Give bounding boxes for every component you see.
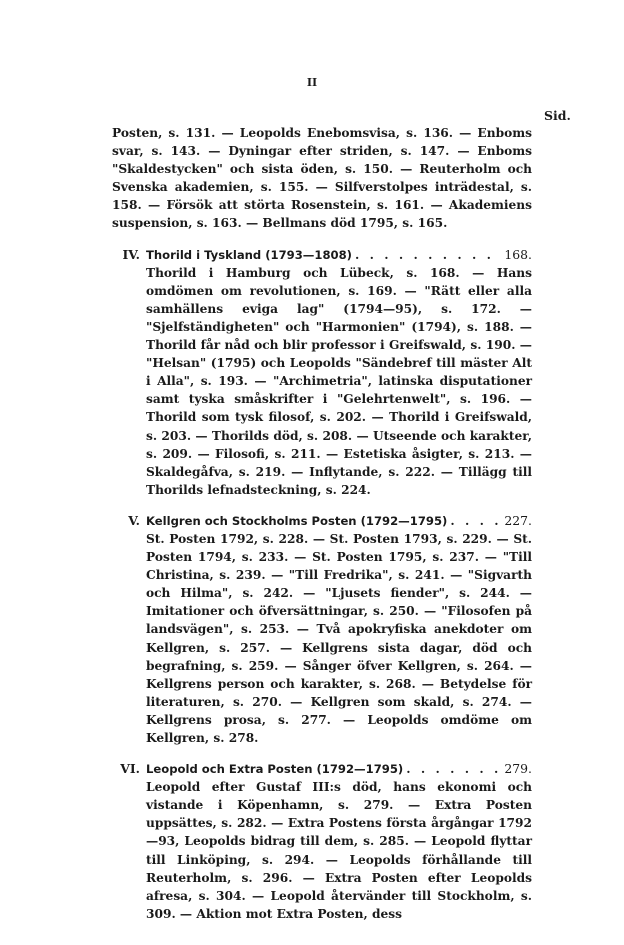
toc-section-iv <box>112 246 532 499</box>
section-page-number: 168. <box>504 246 532 262</box>
section-heading <box>112 246 532 264</box>
section-page-number: 227. <box>504 512 532 528</box>
section-heading <box>112 512 532 530</box>
table-of-contents <box>112 124 532 923</box>
intro-paragraph: Posten, s. 131. — Leopolds Enebomsvisa, s. 136. — Enboms svar, s. 143. — Dyningar efter striden, s. 147. — Enboms "Skaldestycken" och sista öden, s. 150. — Reuterholm och Svenska akademien, s. 155. — Silfverstolpes inträdestal, s. 158. — Försök att störta Rosenstein, s. 161. — Akademiens suspension, s. 163. — Bellmans död 1795, s. 165. <box>112 126 532 231</box>
toc-section-v <box>112 512 532 747</box>
section-summary: St. Posten 1792, s. 228. — St. Posten 1793, s. 229. — St. Posten 1794, s. 233. — St. Posten 1795, s. 237. — "Till Christina, s. 239. — "Till Fredrika", s. 241. — "Sigvarth och Hilma", s. 242. — "Ljusets fiender", s. 244. — Imitationer och öfversättningar, s. 250. — "Filosofen på landsvägen", s. 253. — Två apokryfiska anekdoter om Kellgren, s. 257. — Kellgrens sista dagar, död och begrafning, s. 259. — Sånger öfver Kellgren, s. 264. — Kellgrens person och karakter, s. 268. — Betydelse för literaturen, s. 270. — Kellgren som skald, s. 274. — Kellgrens prosa, s. 277. — Leopolds omdöme om Kellgren, s. 278. <box>146 531 532 745</box>
section-numeral: V. <box>128 512 140 528</box>
section-summary: Leopold efter Gustaf III:s död, hans ekonomi och vistande i Köpenhamn, s. 279. — Extra Posten uppsättes, s. 282. — Extra Postens första årgångar 1792—93, Leopolds bidrag till dem, s. 285. — Leopold flyttar till Linköping, s. 294. — Leopolds förhållande till Reuterholm, s. 296. — Extra Posten efter Leopolds afresa, s. 304. — Leopold återvänder till Stockholm, s. 309. — Aktion mot Extra Posten, dess <box>146 780 532 921</box>
page-number: II <box>306 76 318 89</box>
section-numeral: VI. <box>120 761 140 777</box>
dot-leader <box>450 512 499 530</box>
section-page-number: 279. <box>504 761 532 777</box>
toc-section-vi <box>112 760 532 923</box>
section-title: Kellgren och Stockholms Posten (1792—1795) <box>146 513 448 528</box>
section-title: Thorild i Tyskland (1793—1808) <box>146 247 352 262</box>
dot-leader <box>406 760 499 778</box>
dot-leader <box>355 246 499 264</box>
section-summary: Thorild i Hamburg och Lübeck, s. 168. — Hans omdömen om revolutionen, s. 169. — "Rätt eller alla samhällens eviga lag" (1794—95), s. 172. — "Sjelfständigheten" och "Harmonien" (1794), s. 188. — Thorild får nåd och blir professor i Greifswald, s. 190. — "Helsan" (1795) och Leopolds "Sändebref till mäster Alt i Alla", s. 193. — "Archimetria", latinska disputationer samt tyska småskrifter i "Gelehrtenwelt", s. 196. — Thorild som tysk filosof, s. 202. — Thorild i Greifswald, s. 203. — Thorilds död, s. 208. — Utseende och karakter, s. 209. — Filosofi, s. 211. — Estetiska åsigter, s. 213. — Skaldegåfva, s. 219. — Inflytande, s. 222. — Tillägg till Thorilds lefnadsteckning, s. 224. <box>146 265 532 497</box>
section-heading <box>112 760 532 778</box>
section-title: Leopold och Extra Posten (1792—1795) <box>146 762 404 777</box>
page-column-header: Sid. <box>544 108 571 123</box>
section-numeral: IV. <box>122 246 140 262</box>
